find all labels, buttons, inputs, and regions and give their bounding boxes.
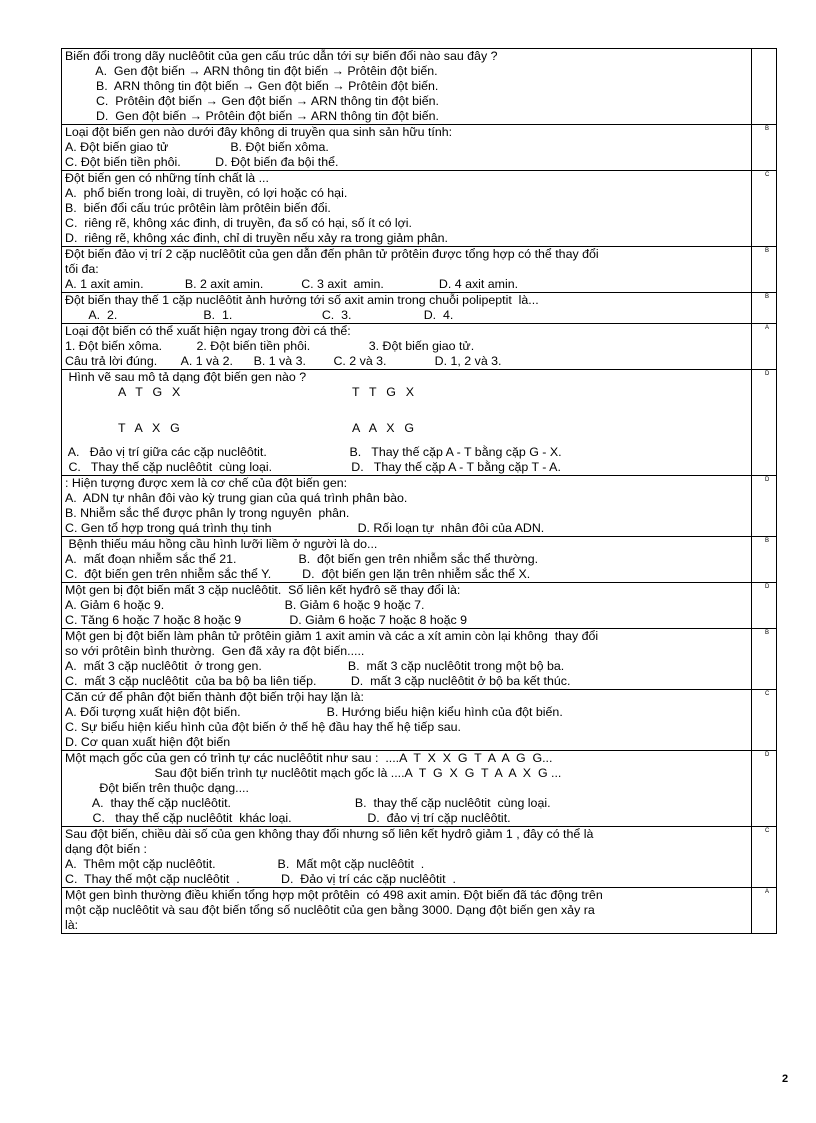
question-line: A. mất đoạn nhiễm sắc thể 21. B. đột biến gen trên nhiễm sắc thể thường. — [65, 552, 539, 566]
question-text-cell — [62, 583, 752, 628]
question-line: dạng đột biến : — [65, 842, 147, 856]
question-line: A. Giảm 6 hoặc 9. B. Giảm 6 hoặc 9 hoặc 7. — [65, 598, 425, 612]
question-line: Một mạch gốc của gen có trình tự các nuclêôtit như sau : ....A T X X G T A A G G... — [65, 751, 553, 765]
question-line: C. Thay thế một cặp nuclêôtit . D. Đảo vị trí các cặp nuclêôtit . — [65, 872, 456, 886]
question-text-cell — [62, 690, 752, 750]
answer-key: B — [765, 248, 770, 254]
question-line: Một gen bình thường điều khiển tổng hợp một prôtêin có 498 axit amin. Đột biến đã tác động trên — [65, 888, 603, 902]
question-line: Câu trả lời đúng. A. 1 và 2. B. 1 và 3. C. 2 và 3. D. 1, 2 và 3. — [65, 354, 502, 368]
dna-figure — [65, 385, 751, 445]
question-line: A. Gen đột biến → ARN thông tin đột biến → Prôtêin đột biến. — [65, 64, 438, 78]
question-line: A. 2. B. 1. C. 3. D. 4. — [65, 308, 454, 322]
question-line: C. Tăng 6 hoặc 7 hoặc 8 hoặc 9 D. Giảm 6 hoặc 7 hoặc 8 hoặc 9 — [65, 613, 468, 627]
answer-key: B — [765, 538, 770, 544]
question-line: Loại đột biến có thể xuất hiện ngay trong đời cá thể: — [65, 324, 351, 338]
question-line: : Hiện tượng được xem là cơ chế của đột biến gen: — [65, 476, 348, 490]
question-line: Hình vẽ sau mô tả dạng đột biến gen nào ? — [65, 370, 307, 384]
question-line: C. thay thế cặp nuclêôtit khác loại. D. đảo vị trí cặp nuclêôtit. — [65, 811, 511, 825]
question-line: B. ARN thông tin đột biến → Gen đột biến → Prôtêin đột biến. — [65, 79, 439, 93]
question-row — [61, 536, 777, 582]
question-line: C. Thay thế cặp nuclêôtit cùng loại. D. Thay thế cặp A - T bằng cặp T - A. — [65, 460, 561, 474]
question-line: C. Gen tổ hợp trong quá trình thụ tinh D. Rối loạn tự nhân đôi của ADN. — [65, 521, 545, 535]
question-line: một cặp nuclêôtit và sau đột biến tổng số nuclêôtit của gen bằng 3000. Dạng đột biến gen xảy ra — [65, 903, 595, 917]
question-line: Căn cứ để phân đột biến thành đột biến trội hay lặn là: — [65, 690, 364, 704]
question-row — [61, 887, 777, 934]
question-text-cell — [62, 751, 752, 826]
question-row — [61, 292, 777, 323]
dna-strand-right-top: T T G X — [352, 385, 416, 399]
page-number: 2 — [782, 1073, 789, 1085]
question-text-cell — [62, 827, 752, 887]
answer-key: A — [765, 325, 770, 331]
question-line: Sau đột biến trình tự nuclêôtit mạch gốc là ....A T G X G T A A X G ... — [65, 766, 562, 780]
question-line: Loại đột biến gen nào dưới đây không di truyền qua sinh sản hữu tính: — [65, 125, 453, 139]
answer-key: D — [765, 752, 770, 758]
question-line: Một gen bị đột biến làm phân tử prôtêin giảm 1 axit amin và các a xít amin còn lại không thay đổi — [65, 629, 599, 643]
question-line: Sau đột biến, chiều dài số của gen không thay đổi nhưng số liên kết hydrô giảm 1 , đây có thể là — [65, 827, 594, 841]
question-line: Đột biến trên thuộc dạng.... — [65, 781, 249, 795]
question-line: A. ADN tự nhân đôi vào kỳ trung gian của quá trình phân bào. — [65, 491, 408, 505]
answer-key: B — [765, 630, 770, 636]
question-line: Đột biến thay thế 1 cặp nuclêôtit ảnh hưởng tới số axit amin trong chuỗi polipeptit là... — [65, 293, 539, 307]
question-row — [61, 124, 777, 170]
question-line: A. Đảo vị trí giữa các cặp nuclêôtit. B. Thay thế cặp A - T bằng cặp G - X. — [65, 445, 562, 459]
question-line: D. Cơ quan xuất hiện đột biến — [65, 735, 231, 749]
question-line: Bệnh thiếu máu hồng cầu hình lưỡi liềm ở người là do... — [65, 537, 378, 551]
answer-key: A — [765, 889, 770, 895]
answer-key: C — [765, 828, 770, 834]
question-line: D. riêng rẽ, không xác đinh, chỉ di truyền nếu xảy ra trong giảm phân. — [65, 231, 448, 245]
question-line: là: — [65, 918, 79, 932]
question-text-cell — [62, 49, 752, 124]
question-line: A. phổ biến trong loài, di truyền, có lợi hoặc có hại. — [65, 186, 348, 200]
answer-key: B — [765, 294, 770, 300]
answer-key: D — [765, 371, 770, 377]
question-line: C. Đột biến tiền phôi. D. Đột biến đa bội thể. — [65, 155, 339, 169]
question-row — [61, 475, 777, 536]
question-row — [61, 48, 777, 124]
question-text-cell — [62, 537, 752, 582]
question-line: Một gen bị đột biến mất 3 cặp nuclêôtit. Số liên kết hyđrô sẽ thay đổi là: — [65, 583, 461, 597]
question-row — [61, 750, 777, 826]
question-row — [61, 689, 777, 750]
dna-strand-left-top: A T G X — [118, 385, 182, 399]
dna-strand-left-bottom: T A X G — [118, 421, 181, 435]
question-line: Biến đổi trong dãy nuclêôtit của gen cấu trúc dẫn tới sự biến đổi nào sau đây ? — [65, 49, 498, 63]
question-row — [61, 826, 777, 887]
question-line: Đột biến gen có những tính chất là ... — [65, 171, 269, 185]
question-text-cell — [62, 125, 752, 170]
answer-key: D — [765, 584, 770, 590]
question-text-cell — [62, 888, 752, 933]
question-table — [61, 48, 777, 934]
question-line: A. mất 3 cặp nuclêôtit ở trong gen. B. mất 3 cặp nuclêôtit trong một bộ ba. — [65, 659, 565, 673]
question-line: C. Sự biểu hiện kiểu hình của đột biến ở thế hệ đầu hay thế hệ tiếp sau. — [65, 720, 461, 734]
question-line: C. Prôtêin đột biến → Gen đột biến → ARN thông tin đột biến. — [65, 94, 439, 108]
question-text-cell — [62, 171, 752, 246]
question-row — [61, 170, 777, 246]
question-line: B. Nhiễm sắc thể được phân ly trong nguyên phân. — [65, 506, 350, 520]
answer-key: C — [765, 172, 770, 178]
question-line: C. riêng rẽ, không xác đinh, di truyền, đa số có hại, số ít có lợi. — [65, 216, 412, 230]
question-line: tối đa: — [65, 262, 99, 276]
dna-strand-right-bottom: A A X G — [352, 421, 416, 435]
answer-key: B — [765, 126, 770, 132]
question-row — [61, 246, 777, 292]
question-line: C. đột biến gen trên nhiễm sắc thể Y. D. đột biến gen lặn trên nhiễm sắc thể X. — [65, 567, 531, 581]
question-row — [61, 369, 777, 475]
question-text-cell — [62, 247, 752, 292]
question-text-cell — [62, 476, 752, 536]
question-line: A. thay thế cặp nuclêôtit. B. thay thế cặp nuclêôtit cùng loại. — [65, 796, 551, 810]
question-line: C. mất 3 cặp nuclêôtit của ba bộ ba liên tiếp. D. mất 3 cặp nuclêôtit ở bộ ba kết thúc. — [65, 674, 571, 688]
question-line: A. 1 axit amin. B. 2 axit amin. C. 3 axit amin. D. 4 axit amin. — [65, 277, 519, 291]
question-text-cell — [62, 370, 752, 475]
question-line: A. Đột biến giao tử B. Đột biến xôma. — [65, 140, 329, 154]
question-line: Đột biến đảo vị trí 2 cặp nuclêôtit của gen dẫn đến phân tử prôtêin được tổng hợp có thể thay đổi — [65, 247, 599, 261]
question-row — [61, 628, 777, 689]
question-line: so với prôtêin bình thường. Gen đã xảy ra đột biến..... — [65, 644, 365, 658]
question-text-cell — [62, 629, 752, 689]
question-line: B. biến đổi cấu trúc prôtêin làm prôtêin biến đổi. — [65, 201, 331, 215]
answer-key: D — [765, 477, 770, 483]
answer-key: C — [765, 691, 770, 697]
question-row — [61, 582, 777, 628]
question-text-cell — [62, 293, 752, 323]
question-row — [61, 323, 777, 369]
question-text-cell — [62, 324, 752, 369]
question-line: 1. Đột biến xôma. 2. Đột biến tiền phôi. 3. Đột biến giao tử. — [65, 339, 475, 353]
question-line: A. Thêm một cặp nuclêôtit. B. Mất một cặp nuclêôtit . — [65, 857, 425, 871]
question-line: A. Đối tượng xuất hiện đột biến. B. Hướng biểu hiện kiểu hình của đột biến. — [65, 705, 563, 719]
question-line: D. Gen đột biến → Prôtêin đột biến → ARN thông tin đột biến. — [65, 109, 439, 123]
